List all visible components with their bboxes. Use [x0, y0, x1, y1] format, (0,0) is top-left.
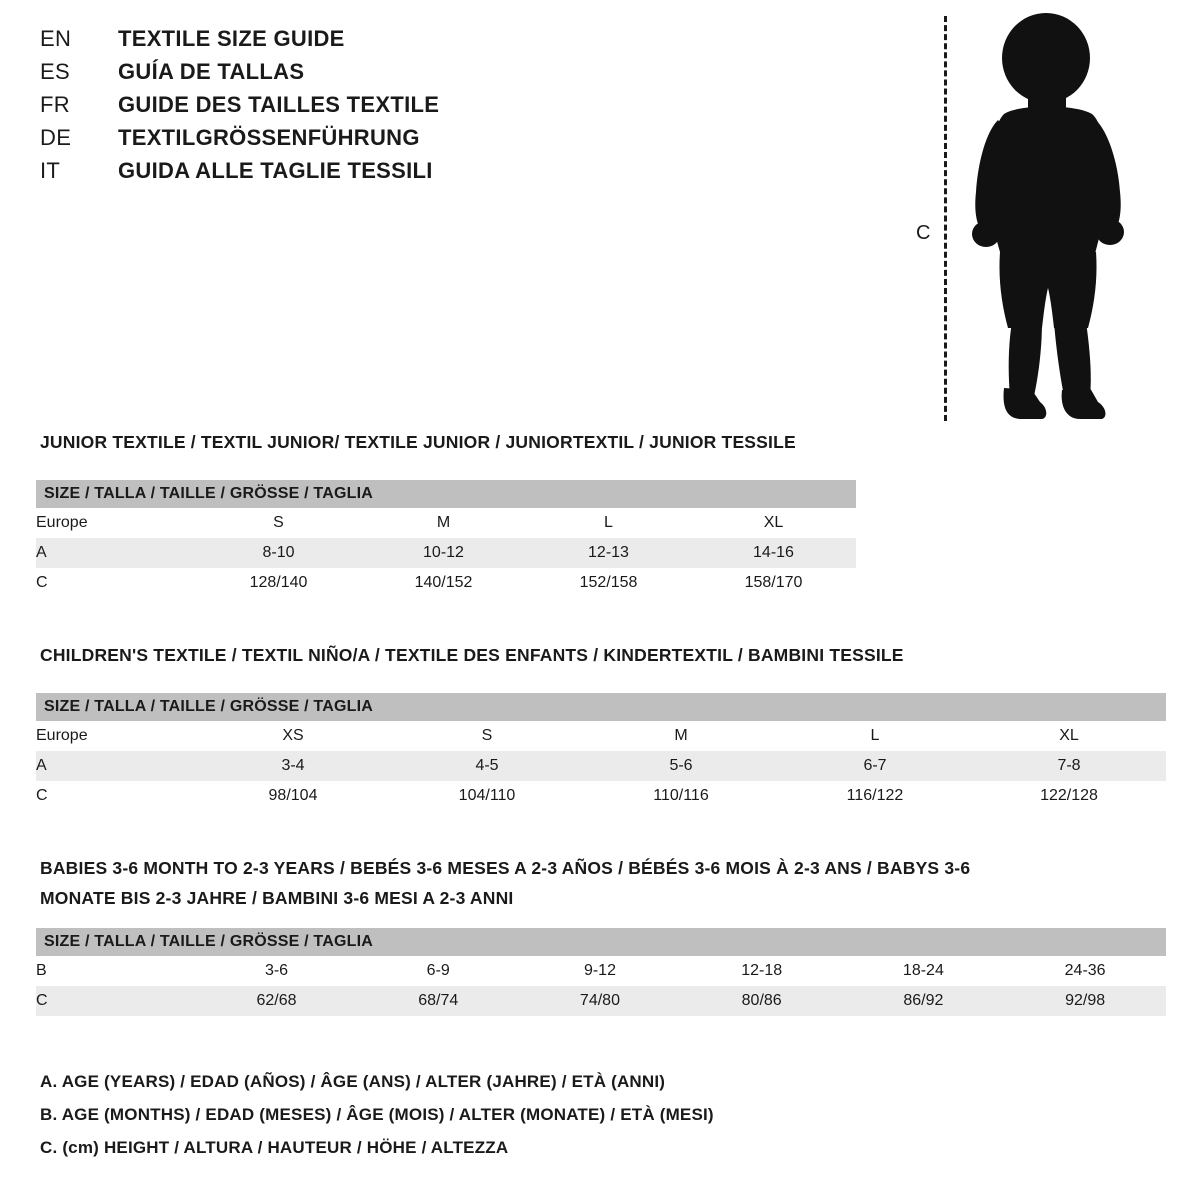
value-cell: 122/128 — [972, 781, 1166, 811]
value-cell: 14-16 — [691, 538, 856, 568]
table-row — [36, 538, 856, 568]
table-children — [36, 693, 1166, 811]
row-label: A — [36, 751, 196, 781]
size-cell: XS — [196, 721, 390, 751]
value-cell: 98/104 — [196, 781, 390, 811]
value-cell: 4-5 — [390, 751, 584, 781]
language-code: ES — [40, 59, 70, 84]
value-cell: 12-13 — [526, 538, 691, 568]
value-cell: 5-6 — [584, 751, 778, 781]
value-cell: 110/116 — [584, 781, 778, 811]
language-code: EN — [40, 26, 72, 51]
language-code: DE — [40, 125, 72, 150]
row-label: Europe — [36, 508, 196, 538]
language-row — [40, 59, 640, 92]
value-cell: 18-24 — [843, 956, 1005, 986]
table-babies — [36, 928, 1166, 1016]
value-cell: 116/122 — [778, 781, 972, 811]
value-cell: 3-6 — [196, 956, 358, 986]
height-measure-label: C — [916, 222, 931, 244]
size-cell: XL — [691, 508, 856, 538]
value-cell: 152/158 — [526, 568, 691, 598]
legend-line-age-months: B. AGE (MONTHS) / EDAD (MESES) / ÂGE (MOIS) / ALTER (MONATE) / ETÀ (MESI) — [40, 1105, 714, 1124]
row-label: C — [36, 781, 196, 811]
language-title: GUIDE DES TAILLES TEXTILE — [118, 92, 440, 117]
size-cell: L — [778, 721, 972, 751]
value-cell: 74/80 — [519, 986, 681, 1016]
size-cell: L — [526, 508, 691, 538]
language-row — [40, 92, 640, 125]
size-cell: M — [361, 508, 526, 538]
legend-block — [40, 1065, 1040, 1164]
value-cell: 92/98 — [1004, 986, 1166, 1016]
value-cell: 62/68 — [196, 986, 358, 1016]
row-label: Europe — [36, 721, 196, 751]
table-header-bar — [36, 693, 1166, 721]
table-header-bar — [36, 928, 1166, 956]
size-cell: S — [390, 721, 584, 751]
language-title: GUIDA ALLE TAGLIE TESSILI — [118, 158, 433, 183]
value-cell: 10-12 — [361, 538, 526, 568]
section-title-babies: BABIES 3-6 MONTH TO 2-3 YEARS / BEBÉS 3-6 MESES A 2-3 AÑOS / BÉBÉS 3-6 MOIS À 2-3 ANS / BABYS 3-6 MONATE BIS 2-3 JAHRE / BAMBINI 3-6 MESI A 2-3 ANNI — [40, 858, 971, 908]
value-cell: 158/170 — [691, 568, 856, 598]
table-row — [36, 781, 1166, 811]
size-cell: M — [584, 721, 778, 751]
value-cell: 6-9 — [357, 956, 519, 986]
row-label: A — [36, 538, 196, 568]
value-cell: 12-18 — [681, 956, 843, 986]
language-row — [40, 125, 640, 158]
table-row — [36, 721, 1166, 751]
value-cell: 140/152 — [361, 568, 526, 598]
table-header-bar — [36, 480, 856, 508]
value-cell: 3-4 — [196, 751, 390, 781]
value-cell: 8-10 — [196, 538, 361, 568]
legend-line-age-years: A. AGE (YEARS) / EDAD (AÑOS) / ÂGE (ANS) / ALTER (JAHRE) / ETÀ (ANNI) — [40, 1072, 666, 1091]
value-cell: 24-36 — [1004, 956, 1166, 986]
language-title: TEXTILE SIZE GUIDE — [118, 26, 345, 51]
section-title-junior: JUNIOR TEXTILE / TEXTIL JUNIOR/ TEXTILE JUNIOR / JUNIORTEXTIL / JUNIOR TESSILE — [40, 432, 796, 452]
value-cell: 9-12 — [519, 956, 681, 986]
language-title-block — [40, 26, 640, 191]
language-row — [40, 158, 640, 191]
table-row — [36, 751, 1166, 781]
row-label: C — [36, 986, 196, 1016]
table-row — [36, 568, 856, 598]
table-row — [36, 986, 1166, 1016]
section-title-children: CHILDREN'S TEXTILE / TEXTIL NIÑO/A / TEXTILE DES ENFANTS / KINDERTEXTIL / BAMBINI TESSILE — [40, 645, 904, 665]
size-header-label: SIZE / TALLA / TAILLE / GRÖSSE / TAGLIA — [36, 693, 1166, 721]
language-title: GUÍA DE TALLAS — [118, 59, 305, 84]
value-cell: 104/110 — [390, 781, 584, 811]
language-code: IT — [40, 158, 61, 183]
value-cell: 6-7 — [778, 751, 972, 781]
legend-line-height: C. (cm) HEIGHT / ALTURA / HAUTEUR / HÖHE / ALTEZZA — [40, 1138, 509, 1157]
language-row — [40, 26, 640, 59]
table-row — [36, 956, 1166, 986]
size-header-label: SIZE / TALLA / TAILLE / GRÖSSE / TAGLIA — [36, 928, 1166, 956]
size-cell: XL — [972, 721, 1166, 751]
row-label: C — [36, 568, 196, 598]
value-cell: 7-8 — [972, 751, 1166, 781]
child-silhouette-icon — [946, 10, 1156, 425]
row-label: B — [36, 956, 196, 986]
size-cell: S — [196, 508, 361, 538]
table-junior — [36, 480, 856, 598]
value-cell: 128/140 — [196, 568, 361, 598]
size-header-label: SIZE / TALLA / TAILLE / GRÖSSE / TAGLIA — [36, 480, 856, 508]
table-row — [36, 508, 856, 538]
language-title: TEXTILGRÖSSENFÜHRUNG — [118, 125, 420, 150]
value-cell: 80/86 — [681, 986, 843, 1016]
value-cell: 68/74 — [357, 986, 519, 1016]
value-cell: 86/92 — [843, 986, 1005, 1016]
language-code: FR — [40, 92, 70, 117]
measurement-figure — [900, 10, 1160, 430]
